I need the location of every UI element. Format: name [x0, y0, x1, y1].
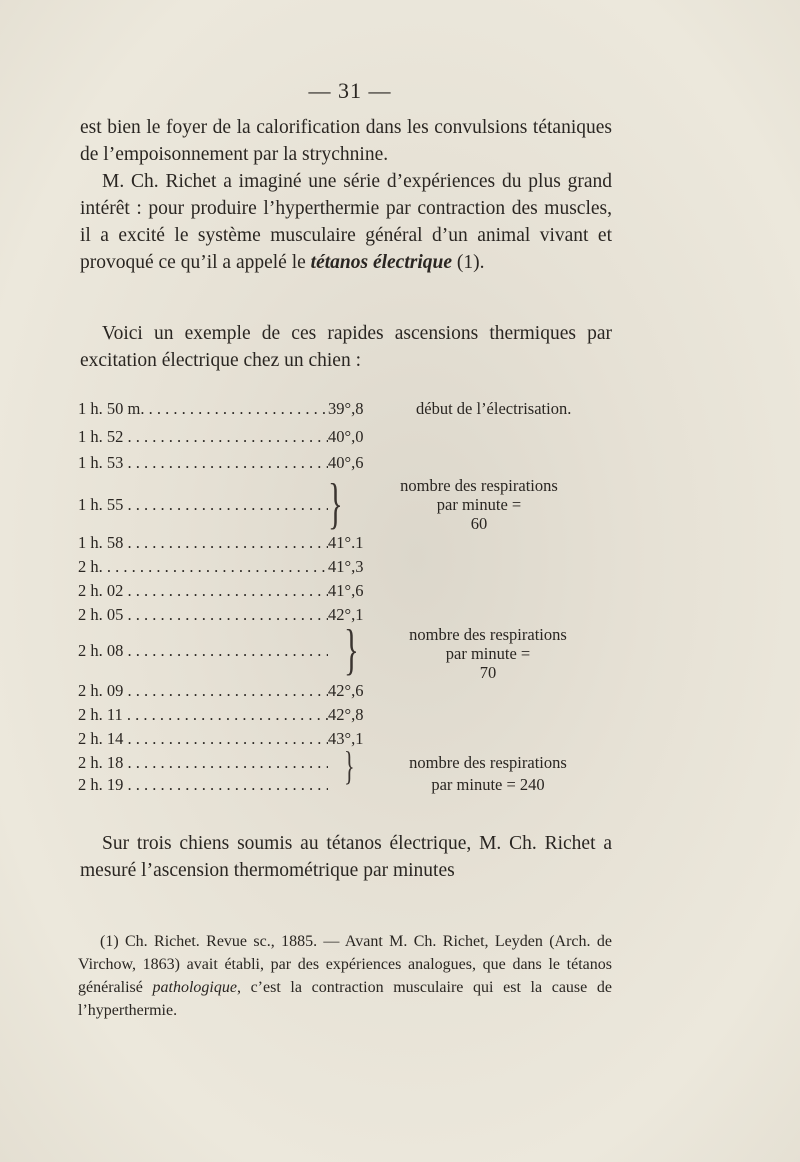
respiration-note-line: 70 — [479, 663, 497, 682]
temp-cell: 40°,6 — [328, 453, 364, 472]
time-cell: 1 h. 50 m. . . . — [78, 399, 328, 419]
time-cell: 2 h. 18 . . . — [78, 753, 328, 773]
brace: } — [344, 743, 355, 788]
paragraph-3 — [80, 320, 612, 374]
paragraph-3-text: Voici un exemple de ces rapides ascensions thermiques par excitation électrique chez un chien : — [80, 323, 612, 371]
time-cell: 2 h. 11 . . . — [78, 705, 328, 725]
time-cell: 2 h. 02 . . . — [78, 581, 328, 601]
table-row — [78, 704, 388, 726]
table-row — [78, 398, 571, 420]
respiration-note — [378, 752, 598, 796]
footnote-text — [78, 930, 612, 1022]
table-row — [78, 774, 328, 796]
respiration-note-line: par minute = — [436, 495, 522, 514]
paragraph-1 — [80, 114, 612, 276]
temp-cell: 39°,8 — [328, 399, 364, 418]
table-row — [78, 752, 328, 774]
temp-cell: 42°,1 — [328, 605, 364, 624]
table-row — [78, 494, 328, 516]
paragraph-4-text: Sur trois chiens soumis au tétanos électrique, M. Ch. Richet a mesuré l’ascension thermométrique par minutes — [80, 833, 612, 881]
temp-cell: 42°,8 — [328, 705, 364, 724]
temp-cell: 41°.1 — [328, 533, 364, 552]
respiration-note-line: par minute = 240 — [431, 775, 545, 794]
paragraph-2-text: M. Ch. Richet a imaginé une série d’expériences du plus grand intérêt : pour produire l’hyperthermie par contraction des muscles, il a excité le système musculaire général d’un animal vivant et provoqué ce qu’il a appelé le — [80, 171, 612, 273]
footnote-italic-word: pathologique — [152, 979, 237, 996]
paragraph-1-text: est bien le foyer de la calorification dans les convulsions tétaniques de l’empoisonnement par la strychnine. — [80, 117, 612, 165]
footnote-end: , c’est la contraction musculaire qui est la cause de l’hyperthermie. — [78, 979, 613, 1019]
time-cell: 2 h. 19 . . . — [78, 775, 328, 795]
time-cell: 1 h. 55 . . . — [78, 495, 328, 515]
respiration-note-line: 60 — [470, 514, 488, 533]
table-row — [78, 532, 388, 554]
page-number: — 31 — — [308, 78, 392, 103]
respiration-note-line: nombre des respirations — [409, 753, 567, 772]
table-row — [78, 580, 388, 602]
table-row — [78, 556, 388, 578]
temp-cell: 43°,1 — [328, 729, 364, 748]
respiration-note-line: par minute = — [445, 644, 531, 663]
table-row — [78, 452, 388, 474]
note-cell: début de l’électrisation. — [416, 399, 572, 418]
paragraph-2-end: (1). — [452, 252, 485, 273]
respiration-note-line: nombre des respirations — [409, 625, 567, 644]
temp-cell: 41°,3 — [328, 557, 364, 576]
tetanos-electrique-term: tétanos électrique — [310, 252, 453, 273]
table-row — [78, 728, 388, 750]
time-cell: 2 h. 14 . . . — [78, 729, 328, 749]
paragraph-2 — [80, 168, 612, 276]
time-cell: 2 h. 09 . . . — [78, 681, 328, 701]
time-cell: 1 h. 52 . . . — [78, 427, 328, 447]
temp-cell: 42°,6 — [328, 681, 364, 700]
time-cell: 1 h. 53 . . . — [78, 453, 328, 473]
time-cell: 2 h. 08 . . . — [78, 641, 328, 661]
respiration-note — [364, 476, 594, 533]
time-cell: 2 h. . . . — [78, 557, 328, 577]
respiration-note — [378, 625, 598, 682]
time-cell: 2 h. 05 . . . — [78, 605, 328, 625]
table-row — [78, 426, 388, 448]
table-row — [78, 680, 388, 702]
footnote — [78, 930, 612, 1022]
table-row — [78, 604, 388, 626]
temp-cell: 41°,6 — [328, 581, 364, 600]
time-cell: 1 h. 58 . . . — [78, 533, 328, 553]
brace: } — [344, 619, 359, 681]
table-row — [78, 640, 328, 662]
brace: } — [328, 473, 343, 535]
temp-cell: 40°,0 — [328, 427, 364, 446]
paragraph-4 — [80, 830, 612, 884]
respiration-note-line: nombre des respirations — [400, 476, 558, 495]
footnote-start: (1) Ch. Richet. Revue sc., 1885. — Avant M. Ch. Richet, Leyden (Arch. de Virchow, 1863) avait établi, par des expériences analogues, que dans le tétanos généralisé — [78, 933, 612, 996]
